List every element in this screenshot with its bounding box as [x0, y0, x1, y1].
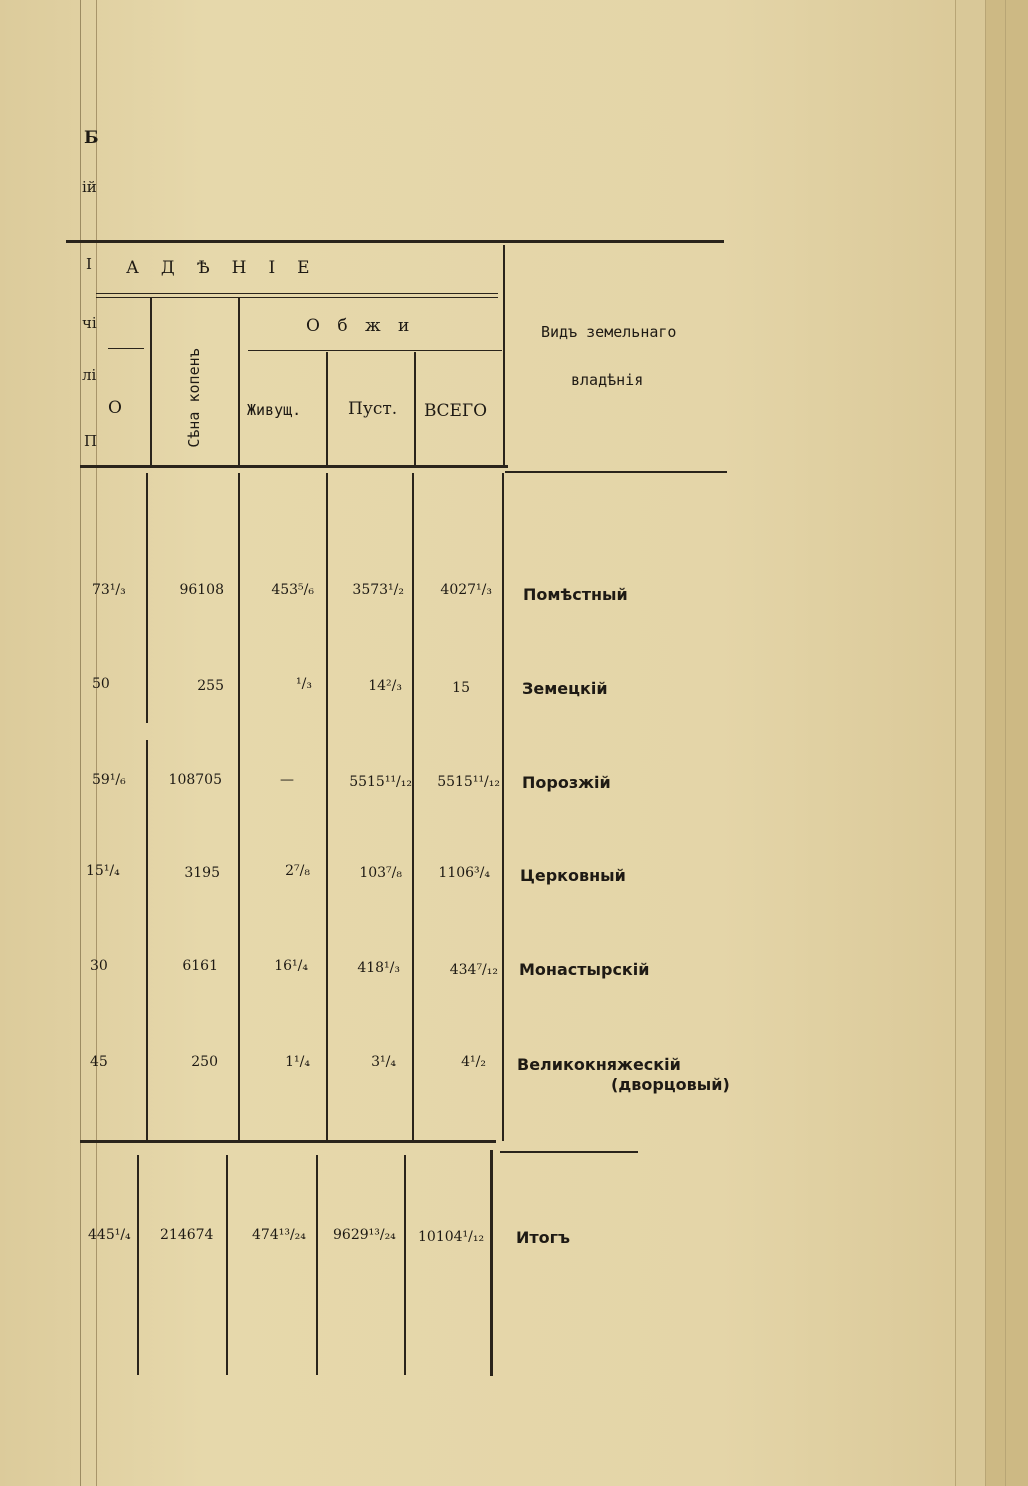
total-hay: 214674 — [160, 1227, 214, 1243]
cell-zhiv: 453⁵/₆ — [271, 582, 314, 598]
cell-o: 73¹/₃ — [92, 582, 126, 598]
gutter-line — [80, 0, 81, 1486]
column-rule — [226, 1155, 228, 1375]
cell-pust: 103⁷/₈ — [359, 865, 402, 881]
col-zhivusch-header: Живущ. — [247, 401, 302, 419]
cell-zhiv: ¹/₃ — [296, 676, 312, 692]
cell-hay: 108705 — [168, 772, 222, 788]
column-rule — [326, 473, 328, 1141]
col-kind-header: Видъ земельнаго — [541, 323, 677, 341]
cell-o: 50 — [92, 676, 110, 692]
total-pust: 9629¹³/₂₄ — [333, 1227, 396, 1243]
column-rule — [502, 473, 504, 1141]
col-kind-header: владѣнія — [571, 371, 644, 389]
page-edge-line — [955, 0, 956, 1486]
cell-zhiv: 2⁷/₈ — [285, 863, 310, 879]
total-vsego: 10104¹/₁₂ — [418, 1229, 485, 1245]
cell-pust: 3573¹/₂ — [352, 582, 404, 598]
header-bottom-rule — [80, 465, 508, 468]
cell-vsego: 15 — [452, 680, 470, 696]
total-rule — [80, 1140, 496, 1143]
cell-kind: Великокняжескій — [517, 1055, 681, 1074]
col-hay-header: Сѣна копенъ — [185, 348, 203, 448]
cell-zhiv: — — [280, 772, 294, 788]
total-rule — [500, 1151, 638, 1153]
cell-hay: 250 — [191, 1054, 218, 1070]
cell-kind: Церковный — [520, 866, 626, 885]
col-pust-header: Пуст. — [348, 399, 398, 419]
cell-o: 59¹/₆ — [92, 772, 126, 788]
cell-hay: 3195 — [184, 865, 220, 881]
column-rule — [503, 245, 505, 467]
col-o-header: О — [108, 398, 122, 418]
cell-vsego: 5515¹¹/₁₂ — [437, 774, 500, 790]
table-title: АДѢНІЕ — [126, 258, 332, 278]
column-rule — [412, 473, 414, 1141]
table-top-rule — [66, 240, 724, 243]
cell-hay: 255 — [197, 678, 224, 694]
cell-kind-continued: (дворцовый) — [611, 1075, 730, 1094]
cell-kind: Земецкій — [522, 679, 608, 698]
cell-vsego: 4027¹/₃ — [440, 582, 492, 598]
left-fragment: лі — [82, 366, 97, 384]
cell-o: 30 — [90, 958, 108, 974]
cell-hay: 96108 — [179, 582, 224, 598]
cell-vsego: 4¹/₂ — [461, 1054, 486, 1070]
cell-pust: 418¹/₃ — [357, 960, 400, 976]
total-zhiv: 474¹³/₂₄ — [252, 1227, 306, 1243]
column-rule — [238, 297, 240, 465]
left-fragment: чі — [82, 314, 97, 332]
cell-pust: 5515¹¹/₁₂ — [349, 774, 412, 790]
column-rule — [146, 473, 148, 723]
total-o: 445¹/₄ — [88, 1227, 131, 1243]
column-rule — [316, 1155, 318, 1375]
header-bottom-rule — [505, 471, 727, 473]
column-rule — [146, 740, 148, 1140]
cell-hay: 6161 — [182, 958, 218, 974]
col-o-rule — [108, 348, 144, 349]
column-rule — [490, 1150, 493, 1376]
gutter-line — [96, 0, 97, 1486]
cell-kind: Помѣстный — [523, 585, 628, 604]
page-edge — [955, 0, 985, 1486]
cell-zhiv: 1¹/₄ — [285, 1054, 310, 1070]
column-rule — [404, 1155, 406, 1375]
cell-vsego: 434⁷/₁₂ — [449, 962, 498, 978]
cell-kind: Монастырскій — [519, 960, 650, 979]
total-label: Итогъ — [516, 1228, 571, 1247]
column-rule — [150, 297, 152, 465]
cell-pust: 14²/₃ — [368, 678, 402, 694]
column-rule — [326, 352, 328, 465]
cell-o: 45 — [90, 1054, 108, 1070]
cell-kind: Порозжій — [522, 773, 611, 792]
page-edge — [985, 0, 1028, 1486]
obzhi-rule — [248, 350, 502, 351]
page-edge-line — [985, 0, 986, 1486]
page-edge-line — [1005, 0, 1006, 1486]
left-fragment: Б — [84, 128, 99, 148]
cell-zhiv: 16¹/₄ — [274, 958, 308, 974]
left-fragment: І — [86, 255, 92, 273]
cell-vsego: 1106³/₄ — [438, 865, 490, 881]
column-rule — [414, 352, 416, 465]
cell-o: 15¹/₄ — [86, 863, 120, 879]
col-vsego-header: ВСЕГО — [424, 401, 488, 421]
header-rule — [96, 297, 498, 298]
column-rule — [137, 1155, 139, 1375]
header-rule — [96, 293, 498, 294]
obzhi-header: О б ж и — [306, 316, 416, 336]
left-fragment: П — [84, 432, 98, 450]
column-rule — [238, 473, 240, 1141]
cell-pust: 3¹/₄ — [371, 1054, 396, 1070]
left-fragment: ій — [82, 178, 97, 196]
